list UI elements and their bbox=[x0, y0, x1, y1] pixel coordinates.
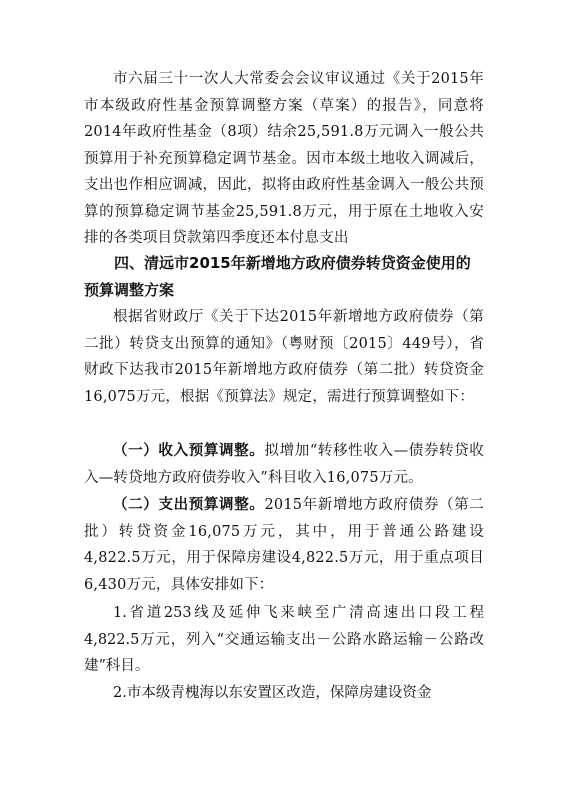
paragraph-expenditure-adjustment bbox=[84, 492, 484, 598]
paragraph-income-adjustment bbox=[84, 438, 484, 491]
list-item-2: 2.市本级青槐海以东安置区改造，保障房建设资金 bbox=[113, 685, 432, 701]
paragraph-bond-notice: 根据省财政厅《关于下达2015年新增地方政府债券（第二批）转贷支出预算的通知》（粤财预〔2015〕449号），省财政下达我市2015年新增地方政府债券（第二批）转贷资金16,075万元，根据《预算法》规定，需进行预算调整如下： bbox=[84, 309, 484, 405]
list-item-1: 1.省道253线及延伸飞来峡至广清高速出口段工程4,822.5万元，列入“交通运输支出－公路水路运输－公路改建”科目。 bbox=[84, 605, 484, 674]
paragraph-fund-transfer: 市六届三十一次人大常委会会议审议通过《关于2015年市本级政府性基金预算调整方案（草案）的报告》，同意将2014年政府性基金（8项）结余25,591.8万元调入一般公共预算用于补充预算稳定调节基金。因市本级土地收入调减后，支出也作相应调减，因此，拟将由政府性基金调入一般公共预算的预算稳定调节基金25,591.8万元，用于原在土地收入安排的各类项目贷款第四季度还本付息支出 bbox=[84, 71, 484, 246]
income-adjustment-lead: （一）收入预算调整。 bbox=[113, 443, 265, 459]
expenditure-adjustment-text: 2015年新增地方政府债券（第二批）转贷资金16,075万元，其中，用于普通公路建设4,822.5万元，用于保障房建设4,822.5万元，用于重点项目6,430万元，具体安排如下： bbox=[84, 497, 484, 593]
expenditure-adjustment-lead: （二）支出预算调整。 bbox=[113, 497, 265, 513]
section-heading-4: 四、清远市2015年新增地方政府债券转贷资金使用的预算调整方案 bbox=[84, 254, 471, 299]
income-adjustment-text: 拟增加“转移性收入—债券转贷收入—转贷地方政府债券收入”科目收入16,075万元。 bbox=[84, 443, 485, 486]
